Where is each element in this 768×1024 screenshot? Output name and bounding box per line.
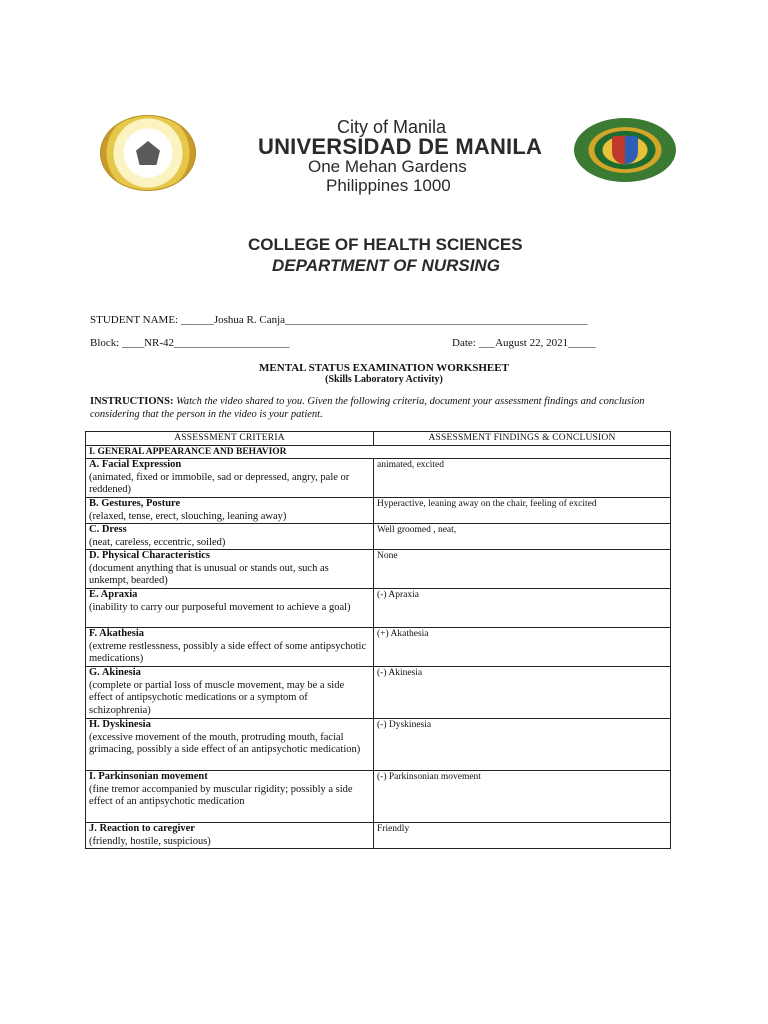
finding-cell: (-) Apraxia: [374, 589, 671, 628]
date-label: Date:: [452, 337, 476, 349]
criteria-title: F. Akathesia: [89, 628, 145, 639]
worksheet-subtitle: (Skills Laboratory Activity): [325, 374, 443, 385]
table-row: [86, 823, 671, 849]
section-row: [86, 445, 671, 459]
finding-cell: Friendly: [374, 823, 671, 849]
criteria-title: A. Facial Expression: [89, 459, 182, 470]
criteria-cell: [86, 719, 374, 771]
instructions-text: Watch the video shared to you. Given the following criteria, document your assessment findings and conclusion considering that the person in the video is your patient.: [90, 396, 645, 420]
letterhead-address-line1: One Mehan Gardens: [308, 157, 467, 176]
criteria-cell: [86, 550, 374, 589]
block-value: ____NR-42_____________________: [122, 337, 290, 349]
finding-cell: None: [374, 550, 671, 589]
criteria-desc: (relaxed, tense, erect, slouching, leaning away): [89, 510, 287, 522]
criteria-title: I. Parkinsonian movement: [89, 771, 208, 782]
criteria-desc: (document anything that is unusual or stands out, such as unkempt, bearded): [89, 562, 329, 586]
assessment-table: [85, 431, 671, 849]
student-name-value: ______Joshua R. Canja_______________________________________________________: [180, 314, 588, 326]
criteria-desc: (animated, fixed or immobile, sad or depressed, angry, pale or reddened): [89, 471, 350, 495]
criteria-cell: [86, 589, 374, 628]
block-row: [90, 337, 290, 349]
table-row: [86, 550, 671, 589]
table-row: [86, 498, 671, 524]
criteria-cell: [86, 628, 374, 667]
block-label: Block:: [90, 337, 120, 349]
instructions: [90, 395, 690, 421]
criteria-title: H. Dyskinesia: [89, 719, 151, 730]
criteria-desc: (neat, careless, eccentric, soiled): [89, 536, 226, 548]
criteria-desc: (inability to carry our purposeful movement to achieve a goal): [89, 601, 351, 613]
finding-cell: Well groomed , neat,: [374, 524, 671, 550]
criteria-cell: [86, 667, 374, 719]
criteria-title: J. Reaction to caregiver: [89, 823, 195, 834]
student-name-label: STUDENT NAME:: [90, 314, 179, 326]
date-value: ___August 22, 2021_____: [478, 337, 596, 349]
criteria-cell: [86, 771, 374, 823]
worksheet-title: MENTAL STATUS EXAMINATION WORKSHEET: [259, 362, 509, 374]
criteria-desc: (extreme restlessness, possibly a side effect of some antipsychotic medications): [89, 640, 367, 664]
criteria-desc: (excessive movement of the mouth, protruding mouth, facial grimacing, possibly a side effect of an antipsychotic medication): [89, 731, 361, 755]
header-criteria: ASSESSMENT CRITERIA: [86, 432, 374, 446]
student-name-row: [90, 314, 588, 326]
criteria-desc: (complete or partial loss of muscle movement, may be a side effect of antipsychotic medications or a symptom of schizophrenia): [89, 679, 345, 716]
table-row: [86, 589, 671, 628]
criteria-cell: [86, 823, 374, 849]
table-row: [86, 524, 671, 550]
university-seal-left: [100, 115, 196, 191]
finding-cell: (-) Dyskinesia: [374, 719, 671, 771]
city-seal-right: [574, 118, 676, 182]
letterhead-city: City of Manila: [337, 117, 447, 137]
date-row: [452, 337, 596, 349]
table-row: [86, 771, 671, 823]
criteria-cell: [86, 524, 374, 550]
finding-cell: animated, excited: [374, 459, 671, 498]
table-row: [86, 719, 671, 771]
finding-cell: (-) Parkinsonian movement: [374, 771, 671, 823]
table-row: [86, 667, 671, 719]
criteria-desc: (fine tremor accompanied by muscular rigidity; possibly a side effect of an antipsychotic medication: [89, 783, 353, 807]
finding-cell: (-) Akinesia: [374, 667, 671, 719]
finding-cell: Hyperactive, leaning away on the chair, feeling of excited: [374, 498, 671, 524]
table-header-row: [86, 432, 671, 446]
letterhead-department: DEPARTMENT OF NURSING: [272, 256, 500, 275]
criteria-title: C. Dress: [89, 524, 127, 535]
criteria-title: B. Gestures, Posture: [89, 498, 181, 509]
criteria-title: D. Physical Characteristics: [89, 550, 211, 561]
instructions-label: INSTRUCTIONS:: [90, 396, 174, 407]
criteria-title: E. Apraxia: [89, 589, 138, 600]
table-row: [86, 628, 671, 667]
letterhead-college: COLLEGE OF HEALTH SCIENCES: [248, 235, 523, 254]
criteria-desc: (friendly, hostile, suspicious): [89, 835, 211, 847]
header-findings: ASSESSMENT FINDINGS & CONCLUSION: [374, 432, 671, 446]
table-row: [86, 459, 671, 498]
criteria-cell: [86, 459, 374, 498]
criteria-title: G. Akinesia: [89, 667, 141, 678]
section-title: I. GENERAL APPEARANCE AND BEHAVIOR: [86, 445, 671, 459]
letterhead-university: UNIVERSIDAD DE MANILA: [258, 134, 543, 159]
letterhead-address-line2: Philippines 1000: [326, 176, 451, 195]
finding-cell: (+) Akathesia: [374, 628, 671, 667]
criteria-cell: [86, 498, 374, 524]
